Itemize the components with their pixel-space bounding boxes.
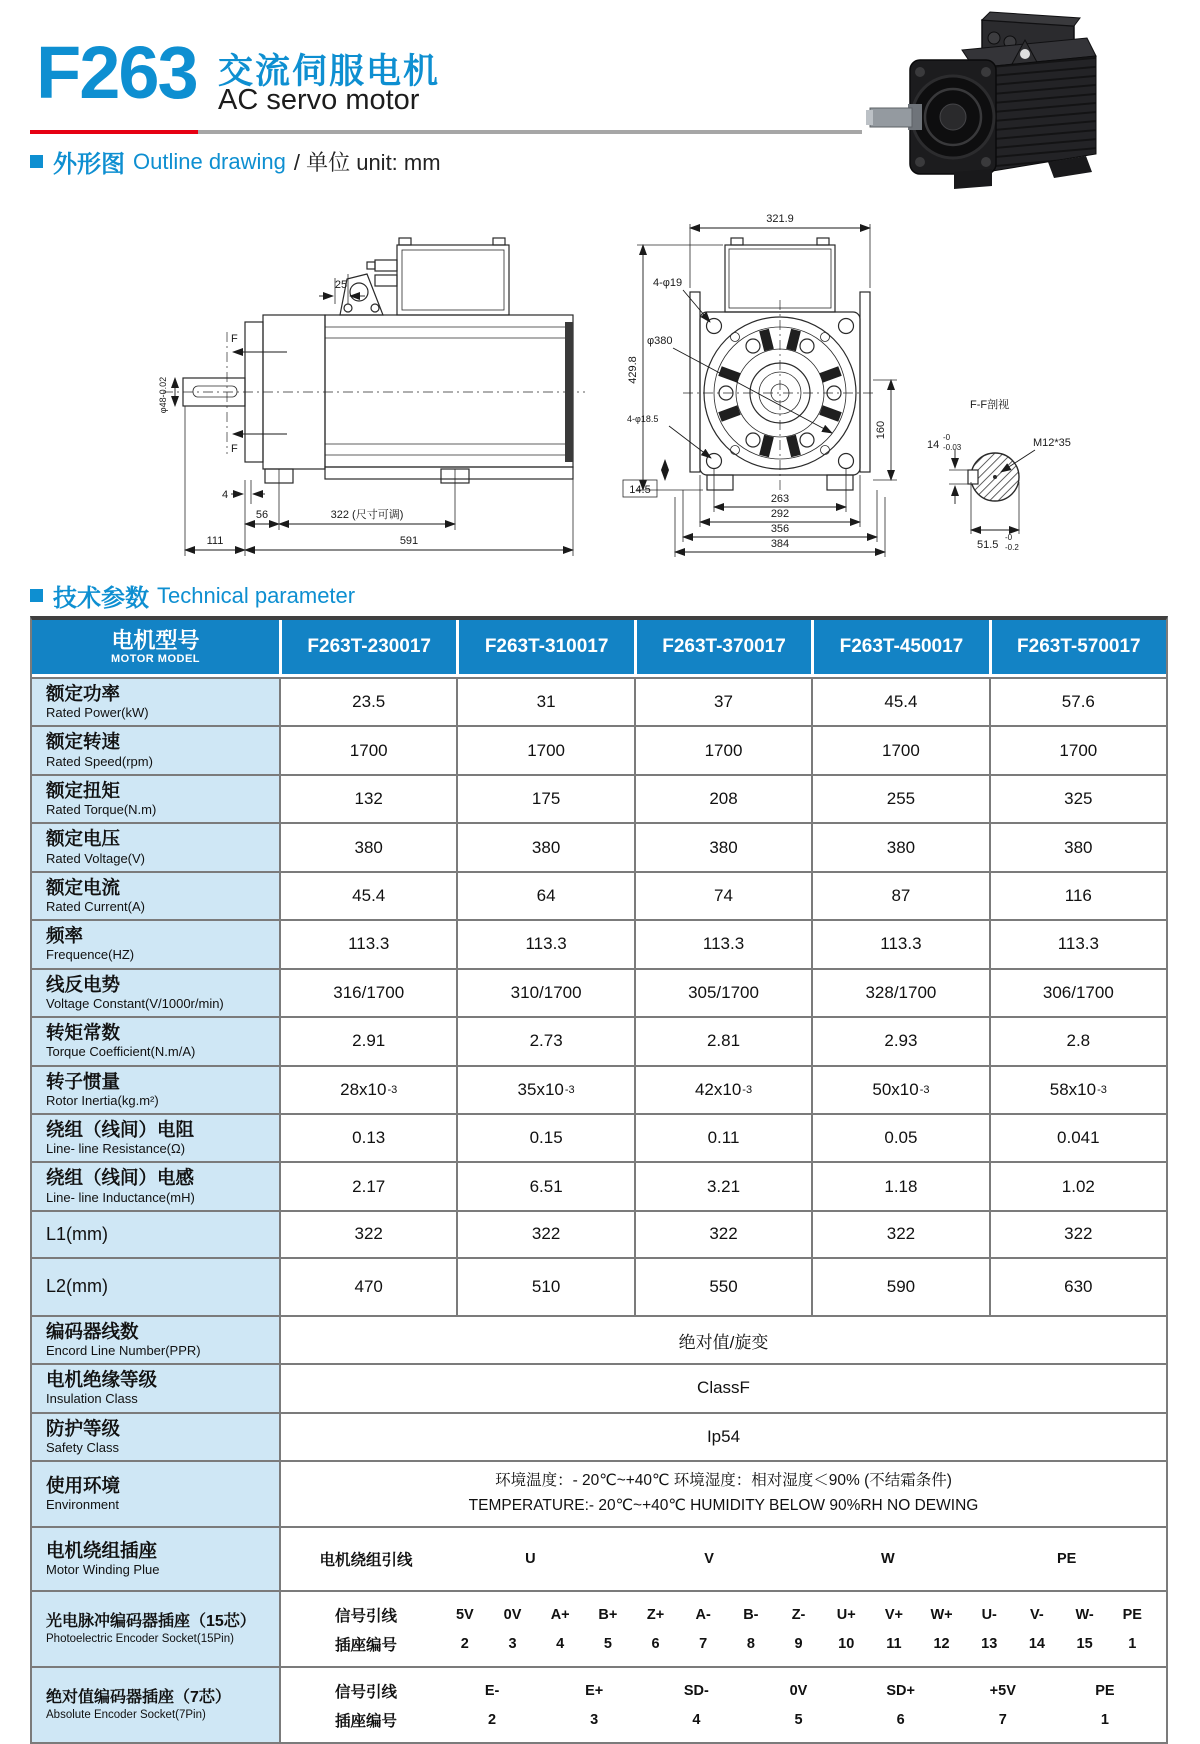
value-cell: 2.81 xyxy=(634,1018,811,1064)
value-cell: 310/1700 xyxy=(456,970,633,1016)
table-header-row xyxy=(32,620,1166,677)
value-cell: 1700 xyxy=(456,727,633,773)
value-cell: 87 xyxy=(811,873,988,919)
dim-label: 263 xyxy=(770,493,790,505)
pin-value: V- xyxy=(1030,1606,1044,1623)
dim-label: 356 xyxy=(770,523,790,535)
value-cell: 42x10 -3 xyxy=(634,1067,811,1113)
value-cell: 1700 xyxy=(634,727,811,773)
pin-value: PE xyxy=(1122,1606,1142,1623)
row-label-en: Photoelectric Encoder Socket(15Pin) xyxy=(46,1632,234,1645)
pin-line xyxy=(291,1705,1156,1734)
pin-value: 12 xyxy=(933,1635,950,1652)
dim-label: 4 xyxy=(221,489,229,501)
table-row xyxy=(32,1590,1166,1666)
row-label-en: Frequence(HZ) xyxy=(46,947,135,963)
value-cell: 1700 xyxy=(279,727,456,773)
pin-value: 5 xyxy=(603,1635,612,1652)
front-view-drawing xyxy=(623,213,897,557)
section-bullet-icon xyxy=(30,589,43,602)
value-cell: 306/1700 xyxy=(989,970,1166,1016)
row-label-cell xyxy=(32,1592,279,1666)
section-mark-f-bottom: F xyxy=(231,443,238,455)
pin-value: 2 xyxy=(488,1711,497,1728)
value-cell: 630 xyxy=(989,1259,1166,1315)
value-cell: 113.3 xyxy=(456,921,633,967)
side-view-drawing xyxy=(158,238,585,556)
value-cell: 0.11 xyxy=(634,1115,811,1161)
pin-value: 3 xyxy=(590,1711,599,1728)
row-label-en: Rated Power(kW) xyxy=(46,705,149,721)
value-cell: 0.041 xyxy=(989,1115,1166,1161)
table-row xyxy=(32,1113,1166,1161)
row-label-en: Rated Speed(rpm) xyxy=(46,753,153,769)
pin-value: E- xyxy=(484,1682,500,1699)
callout-label: 4-φ18.5 xyxy=(627,414,659,424)
dim-tolerance: -0.2 xyxy=(1005,543,1019,552)
pin-value: 10 xyxy=(838,1635,855,1652)
pin-value: 6 xyxy=(896,1711,905,1728)
value-cell: 322 xyxy=(989,1212,1166,1257)
table-row xyxy=(32,1210,1166,1257)
value-cell: 1.02 xyxy=(989,1163,1166,1209)
value-cell: 2.93 xyxy=(811,1018,988,1064)
row-label-cn: 额定扭矩 xyxy=(46,779,121,801)
dim-label: 591 xyxy=(399,535,419,547)
value-cell: 322 xyxy=(456,1212,633,1257)
pin-value: 4 xyxy=(556,1635,565,1652)
row-label-cell xyxy=(32,1668,279,1742)
span-value-cell: ClassF xyxy=(279,1365,1166,1411)
pin-value: 1 xyxy=(1128,1635,1137,1652)
value-cell: 64 xyxy=(456,873,633,919)
row-label-en: Motor Winding Plue xyxy=(46,1562,160,1578)
pin-values xyxy=(441,1683,1156,1699)
row-label-cell xyxy=(32,1115,279,1161)
value-cell: 2.17 xyxy=(279,1163,456,1209)
value-cell: 23.5 xyxy=(279,679,456,725)
value-cell: 322 xyxy=(634,1212,811,1257)
dim-tolerance: -0 xyxy=(943,433,951,442)
row-label-cell xyxy=(32,776,279,822)
pin-value: 0V xyxy=(789,1682,808,1699)
dim-label: 429.8 xyxy=(627,356,639,384)
pin-value: A+ xyxy=(550,1606,570,1623)
pin-value: U- xyxy=(981,1606,997,1623)
row-label-en: Environment xyxy=(46,1497,119,1513)
pin-value: E+ xyxy=(585,1682,604,1699)
value-cell: 1.18 xyxy=(811,1163,988,1209)
pin-line xyxy=(291,1676,1156,1705)
table-row xyxy=(32,1363,1166,1411)
value-cell: 57.6 xyxy=(989,679,1166,725)
pin-value: B+ xyxy=(598,1606,618,1623)
value-cell: 590 xyxy=(811,1259,988,1315)
value-cell: 113.3 xyxy=(989,921,1166,967)
table-row xyxy=(32,968,1166,1016)
row-label-cn: L1(mm) xyxy=(46,1223,108,1244)
row-label-cell xyxy=(32,1528,279,1590)
pin-values xyxy=(441,1636,1156,1652)
row-label-cn: 光电脉冲编码器插座（15芯） xyxy=(46,1613,256,1631)
value-cell: 6.51 xyxy=(456,1163,633,1209)
row-label-en: Absolute Encoder Socket(7Pin) xyxy=(46,1708,206,1721)
value-cell: 510 xyxy=(456,1259,633,1315)
row-label-cell xyxy=(32,1365,279,1411)
outline-heading-cn: 外形图 xyxy=(53,151,125,178)
value-cell: 2.91 xyxy=(279,1018,456,1064)
row-label-en: Encord Line Number(PPR) xyxy=(46,1343,201,1358)
pin-row-label: 信号引线 xyxy=(334,1607,397,1625)
dim-tolerance: -0.03 xyxy=(943,443,962,452)
pin-cell xyxy=(279,1528,1166,1590)
pin-value: SD+ xyxy=(886,1682,915,1699)
pin-value: 9 xyxy=(794,1635,803,1652)
value-cell: 328/1700 xyxy=(811,970,988,1016)
outline-unit-note: / 单位 unit: mm xyxy=(293,150,441,175)
pin-row-label: 电机绕组引线 xyxy=(319,1552,413,1570)
dim-label: 292 xyxy=(770,508,790,520)
row-label-cn: 额定电压 xyxy=(46,828,121,850)
outline-section-heading xyxy=(30,144,441,179)
row-label-en: Safety Class xyxy=(46,1439,119,1455)
row-label-cell xyxy=(32,921,279,967)
value-cell: 28x10 -3 xyxy=(279,1067,456,1113)
row-label-cell xyxy=(32,1414,279,1460)
value-cell: 45.4 xyxy=(279,873,456,919)
table-row xyxy=(32,1412,1166,1460)
row-label-en: Insulation Class xyxy=(46,1391,138,1407)
section-view-drawing xyxy=(927,397,1071,552)
table-row xyxy=(32,871,1166,919)
header-rule-gray xyxy=(198,130,935,134)
pin-value: 14 xyxy=(1028,1635,1045,1652)
value-cell: 380 xyxy=(279,824,456,870)
value-cell: 325 xyxy=(989,776,1166,822)
dim-label: 14.5 xyxy=(629,484,651,496)
value-cell: 3.21 xyxy=(634,1163,811,1209)
row-label-en: Rated Torque(N.m) xyxy=(46,802,157,818)
row-label-cn: 电机绕组插座 xyxy=(46,1539,158,1561)
value-cell: 550 xyxy=(634,1259,811,1315)
parameters-section-heading xyxy=(30,578,363,613)
header-motor-model-cn: 电机型号 xyxy=(111,627,200,653)
pin-value: 2 xyxy=(460,1635,469,1652)
dim-label: 56 xyxy=(255,509,269,521)
pin-value: 5 xyxy=(794,1711,803,1728)
row-label-cn: 编码器线数 xyxy=(46,1320,139,1342)
table-row xyxy=(32,1460,1166,1526)
pin-line xyxy=(291,1600,1156,1629)
pin-value: +5V xyxy=(989,1682,1016,1699)
row-label-cell xyxy=(32,679,279,725)
header-column-model: F263T-230017 xyxy=(279,620,456,674)
table-row xyxy=(32,822,1166,870)
parameters-table-rows xyxy=(32,677,1166,1742)
pin-value: 6 xyxy=(651,1635,660,1652)
product-title-cn: 交流伺服电机 xyxy=(218,52,441,91)
pin-value: 0V xyxy=(503,1606,522,1623)
dim-label: 384 xyxy=(770,538,790,550)
table-row xyxy=(32,1065,1166,1113)
value-cell: 113.3 xyxy=(279,921,456,967)
model-title: F263 xyxy=(36,31,197,114)
value-cell: 208 xyxy=(634,776,811,822)
header-column-model: F263T-450017 xyxy=(811,620,988,674)
pin-row-label: 插座编号 xyxy=(334,1712,397,1730)
value-cell: 0.13 xyxy=(279,1115,456,1161)
header-column-model: F263T-370017 xyxy=(634,620,811,674)
header-column-model: F263T-310017 xyxy=(456,620,633,674)
outline-heading-en: Outline drawing xyxy=(133,148,286,174)
pin-value: U xyxy=(525,1551,536,1568)
row-label-cn: 电机绝缘等级 xyxy=(46,1369,158,1391)
pin-value: W- xyxy=(1075,1606,1094,1623)
pin-value: V xyxy=(704,1551,714,1568)
pin-value: A- xyxy=(695,1606,711,1623)
pin-value: V+ xyxy=(884,1606,903,1623)
row-label-cell xyxy=(32,1259,279,1315)
dim-label: 160 xyxy=(875,420,887,440)
value-cell: 0.15 xyxy=(456,1115,633,1161)
header-motor-model-en: MOTOR MODEL xyxy=(110,653,200,666)
dim-label: 14 xyxy=(927,439,940,451)
pin-values xyxy=(441,1607,1156,1623)
value-cell: 470 xyxy=(279,1259,456,1315)
dim-tolerance: -0 xyxy=(1005,533,1013,542)
parameters-table xyxy=(30,616,1168,1744)
motor-photo xyxy=(862,2,1102,197)
section-view-title: F-F剖视 xyxy=(970,399,1010,411)
table-row xyxy=(32,677,1166,725)
value-cell: 380 xyxy=(634,824,811,870)
table-row xyxy=(32,1666,1166,1742)
row-label-cn: 额定转速 xyxy=(46,731,121,753)
pin-value: 1 xyxy=(1100,1711,1109,1728)
row-label-en: Rotor Inertia(kg.m²) xyxy=(46,1092,159,1108)
row-label-cn: 转子惯量 xyxy=(46,1070,121,1092)
row-label-cell xyxy=(32,1317,279,1363)
pin-value: 7 xyxy=(998,1711,1007,1728)
pin-value: W+ xyxy=(930,1606,953,1623)
pin-value: 11 xyxy=(886,1635,902,1652)
callout-label: φ380 xyxy=(647,335,673,347)
table-row xyxy=(32,919,1166,967)
row-label-cell xyxy=(32,1462,279,1526)
row-label-en: Line- line Inductance(mH) xyxy=(46,1189,195,1205)
value-cell: 305/1700 xyxy=(634,970,811,1016)
pin-value: 13 xyxy=(981,1635,998,1652)
row-label-en: Voltage Constant(V/1000r/min) xyxy=(46,995,224,1011)
table-row xyxy=(32,1315,1166,1363)
row-label-cell xyxy=(32,1212,279,1257)
pin-value: Z- xyxy=(791,1606,806,1623)
pin-values xyxy=(441,1551,1156,1567)
table-row xyxy=(32,774,1166,822)
value-cell: 322 xyxy=(279,1212,456,1257)
row-label-cell xyxy=(32,1067,279,1113)
callout-label: M12*35 xyxy=(1033,437,1071,449)
section-bullet-icon xyxy=(30,155,43,168)
row-label-en: Torque Coefficient(N.m/A) xyxy=(46,1044,196,1060)
value-cell: 380 xyxy=(811,824,988,870)
value-cell: 380 xyxy=(456,824,633,870)
pin-value: U+ xyxy=(836,1606,856,1623)
header-rule-red xyxy=(30,130,198,134)
pin-value: 4 xyxy=(692,1711,701,1728)
table-row xyxy=(32,1016,1166,1064)
table-row xyxy=(32,1257,1166,1315)
row-label-cn: 额定电流 xyxy=(46,876,121,898)
pin-row-label: 信号引线 xyxy=(334,1683,397,1701)
value-cell: 1700 xyxy=(811,727,988,773)
row-label-en: Line- line Resistance(Ω) xyxy=(46,1141,186,1157)
value-cell: 45.4 xyxy=(811,679,988,725)
span-value-cell: Ip54 xyxy=(279,1414,1166,1460)
row-label-cell xyxy=(32,824,279,870)
product-title-en: AC servo motor xyxy=(218,84,420,116)
row-label-cn: L2(mm) xyxy=(46,1276,108,1297)
dim-label: 51.5 xyxy=(977,539,999,551)
row-label-cn: 绕组（线间）电阻 xyxy=(46,1118,195,1140)
pin-value: 7 xyxy=(699,1635,708,1652)
row-label-cn: 防护等级 xyxy=(46,1417,121,1439)
section-mark-f-top: F xyxy=(231,333,238,345)
pin-line xyxy=(291,1536,1156,1582)
pin-value: PE xyxy=(1056,1551,1077,1568)
header-column-model: F263T-570017 xyxy=(989,620,1166,674)
pin-row-label: 插座编号 xyxy=(334,1636,397,1654)
value-cell: 113.3 xyxy=(634,921,811,967)
dim-label: 25 xyxy=(334,279,348,291)
row-label-cn: 绕组（线间）电感 xyxy=(46,1167,195,1189)
value-cell: 2.73 xyxy=(456,1018,633,1064)
pin-value: 5V xyxy=(455,1606,474,1623)
row-label-cell xyxy=(32,727,279,773)
dim-label: φ48-0.02 xyxy=(158,376,168,414)
pin-values xyxy=(441,1712,1156,1728)
row-label-cn: 频率 xyxy=(46,925,84,947)
value-cell: 113.3 xyxy=(811,921,988,967)
value-cell: 116 xyxy=(989,873,1166,919)
pin-value: PE xyxy=(1095,1682,1115,1699)
parameters-heading-cn: 技术参数 xyxy=(53,585,149,612)
row-label-en: Rated Current(A) xyxy=(46,898,145,914)
row-label-cell xyxy=(32,1018,279,1064)
row-label-cn: 线反电势 xyxy=(46,973,121,995)
value-cell: 58x10 -3 xyxy=(989,1067,1166,1113)
value-cell: 380 xyxy=(989,824,1166,870)
value-cell: 31 xyxy=(456,679,633,725)
row-label-cn: 转矩常数 xyxy=(46,1022,121,1044)
pin-value: W xyxy=(881,1551,895,1568)
row-label-en: Rated Voltage(V) xyxy=(46,850,146,866)
span-value-cell: 绝对值/旋变 xyxy=(279,1317,1166,1363)
pin-line xyxy=(291,1629,1156,1658)
pin-value: SD- xyxy=(683,1682,709,1699)
value-cell: 255 xyxy=(811,776,988,822)
value-cell: 175 xyxy=(456,776,633,822)
row-label-cn: 使用环境 xyxy=(46,1474,121,1496)
pin-value: Z+ xyxy=(646,1606,665,1623)
row-label-cn: 绝对值编码器插座（7芯） xyxy=(46,1689,231,1707)
pin-cell xyxy=(279,1592,1166,1666)
span-value-cell: 环境温度：- 20℃~+40℃ 环境湿度：相对湿度＜90% (不结霜条件) TEMPERATURE:- 20℃~+40℃ HUMIDITY BELOW 90%RH NO DEWING xyxy=(279,1462,1166,1526)
callout-label: 4-φ19 xyxy=(653,277,683,289)
value-cell: 322 xyxy=(811,1212,988,1257)
pin-value: 8 xyxy=(746,1635,755,1652)
pin-value: B- xyxy=(743,1606,759,1623)
value-cell: 2.8 xyxy=(989,1018,1166,1064)
dim-label: 321.9 xyxy=(766,213,794,225)
value-cell: 35x10 -3 xyxy=(456,1067,633,1113)
value-cell: 316/1700 xyxy=(279,970,456,1016)
row-label-cn: 额定功率 xyxy=(46,683,121,704)
table-row xyxy=(32,1161,1166,1209)
outline-drawings xyxy=(35,182,1165,562)
table-row xyxy=(32,725,1166,773)
value-cell: 1700 xyxy=(989,727,1166,773)
value-cell: 132 xyxy=(279,776,456,822)
parameters-heading-en: Technical parameter xyxy=(157,582,356,608)
table-row xyxy=(32,1526,1166,1590)
dim-label: 322 (尺寸可调) xyxy=(330,509,404,521)
pin-cell xyxy=(279,1668,1166,1742)
value-cell: 0.05 xyxy=(811,1115,988,1161)
header-motor-model xyxy=(32,620,279,674)
value-cell: 50x10 -3 xyxy=(811,1067,988,1113)
row-label-cell xyxy=(32,970,279,1016)
value-cell: 74 xyxy=(634,873,811,919)
pin-value: 3 xyxy=(508,1635,517,1652)
dim-label: 111 xyxy=(206,535,224,547)
pin-value: 15 xyxy=(1076,1635,1093,1652)
value-cell: 37 xyxy=(634,679,811,725)
row-label-cell xyxy=(32,1163,279,1209)
row-label-cell xyxy=(32,873,279,919)
